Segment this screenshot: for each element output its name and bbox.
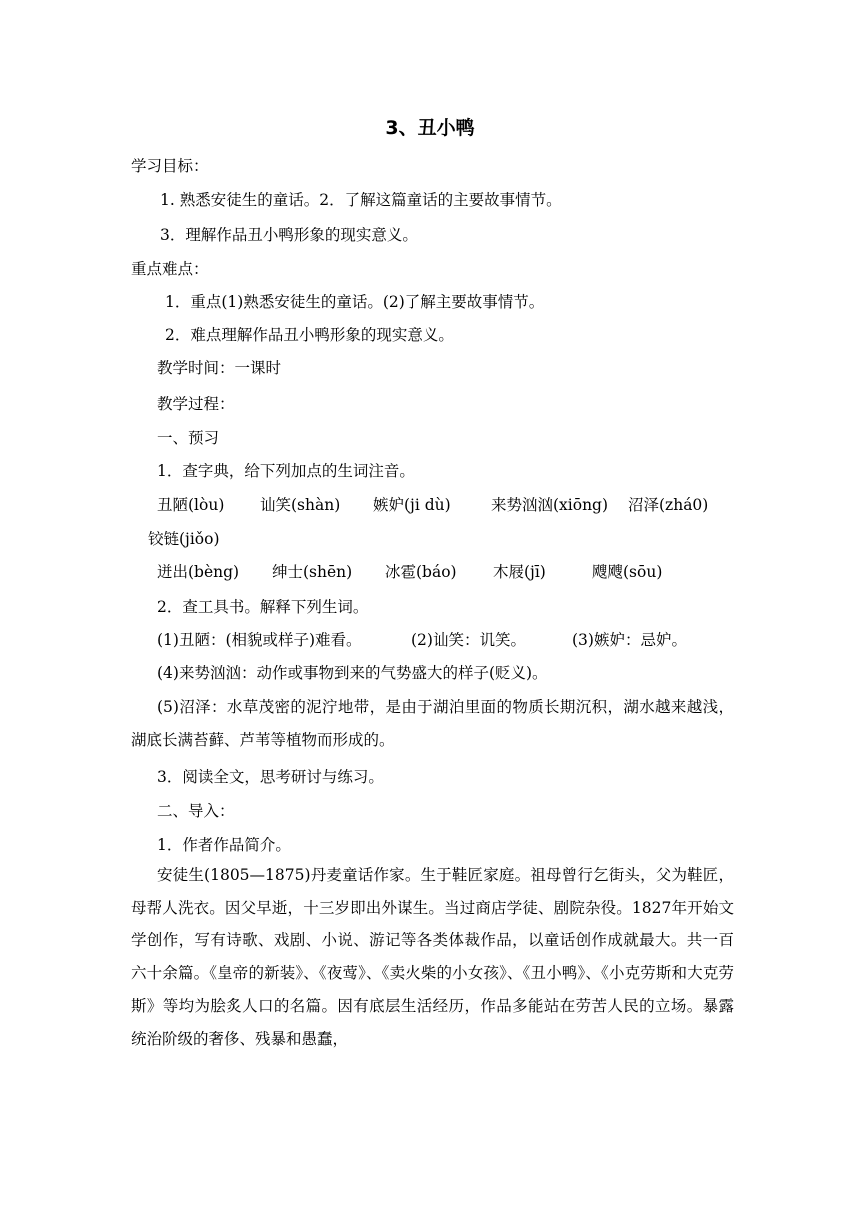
task-1: 1．查字典，给下列加点的生词注音。 xyxy=(157,462,415,480)
pinyin-row-1 xyxy=(0,494,860,516)
definition-5: (5)沼泽：水草茂密的泥泞地带，是由于湖泊里面的物质长期沉积，湖水越来越浅，湖底长满苔藓、芦苇等植物而形成的。 xyxy=(131,698,734,749)
pinyin-row-2 xyxy=(0,561,860,583)
pinyin-item: 木屐(jī) xyxy=(493,563,546,581)
teaching-process: 教学过程： xyxy=(157,395,235,413)
objectives-heading: 学习目标： xyxy=(131,157,209,175)
key-point-2: 2．难点理解作品丑小鸭形象的现实意义。 xyxy=(165,326,454,344)
pinyin-item-wrap: 铰链(jiǒo) xyxy=(148,530,220,548)
objective-line-1: 1. 熟悉安徒生的童话。2．了解这篇童话的主要故事情节。 xyxy=(160,191,562,209)
definition-4: (4)来势汹汹：动作或事物到来的气势盛大的样子(贬义)。 xyxy=(157,664,548,682)
pinyin-item: 飕飕(sōu) xyxy=(592,563,663,581)
objective-line-2: 3．理解作品丑小鸭形象的现实意义。 xyxy=(160,226,418,244)
definition-item: (3)嫉妒：忌妒。 xyxy=(572,631,687,649)
pinyin-item: 沼泽(zhá0) xyxy=(628,496,709,514)
pinyin-item: 绅士(shēn) xyxy=(272,563,353,581)
definitions-row-1 xyxy=(0,629,860,651)
intro-item-1: 1．作者作品简介。 xyxy=(157,836,291,854)
key-point-1: 1．重点(1)熟悉安徒生的童话。(2)了解主要故事情节。 xyxy=(165,293,545,311)
pinyin-item: 嫉妒(ji dù) xyxy=(373,496,451,514)
pinyin-item: 丑陋(lòu) xyxy=(157,496,225,514)
pinyin-item: 来势汹汹(xiōng) xyxy=(491,496,609,514)
pinyin-item: 冰雹(báo) xyxy=(385,563,457,581)
key-heading: 重点难点： xyxy=(131,260,209,278)
section-heading-preview: 一、预习 xyxy=(157,429,220,447)
task-2: 2．查工具书。解释下列生词。 xyxy=(157,598,369,616)
task-3: 3．阅读全文，思考研讨与练习。 xyxy=(157,768,384,786)
pinyin-item: 讪笑(shàn) xyxy=(260,496,341,514)
author-biography: 安徒生(1805—1875)丹麦童话作家。生于鞋匠家庭。祖母曾行乞街头，父为鞋匠，母帮人洗衣。因父早逝，十三岁即出外谋生。当过商店学徒、剧院杂役。1827年开始文学创作，写有诗歌、戏剧、小说、游记等各类体裁作品，以童话创作成就最大。共一百六十余篇。《皇帝的新装》、《夜莺》、《卖火柴的小女孩》、《丑小鸭》、《小克劳斯和大克劳斯》等均为脍炙人口的名篇。因有底层生活经历，作品多能站在劳苦人民的立场。暴露统治阶级的奢侈、残暴和愚蠢， xyxy=(131,866,734,1048)
teaching-time: 教学时间：一课时 xyxy=(157,359,282,377)
definition-item: (1)丑陋：(相貌或样子)难看。 xyxy=(157,631,362,649)
definition-item: (2)讪笑：讥笑。 xyxy=(411,631,526,649)
pinyin-item: 迸出(bèng) xyxy=(157,563,240,581)
section-heading-intro: 二、导入： xyxy=(157,802,235,820)
page-title: 3、丑小鸭 xyxy=(385,117,475,139)
